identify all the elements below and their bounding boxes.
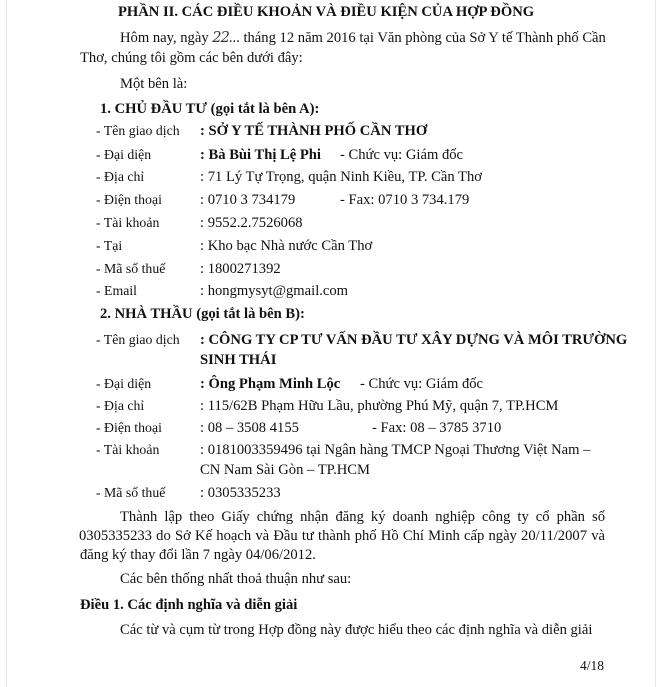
party-b-fax: - Fax: 08 – 3785 3710 [372, 420, 502, 436]
establishment-line-2: 0305335233 do Sở Kế hoạch và Đầu tư thành phố Hồ Chí Minh cấp ngày 20/11/2007 và [79, 528, 605, 544]
party-a-fax: - Fax: 0710 3 734.179 [340, 192, 470, 208]
party-a-rep-position: - Chức vụ: Giám đốc [340, 147, 464, 163]
party-b-address-label: - Địa chỉ [96, 398, 145, 413]
party-a-rep-label: - Đại diện [96, 147, 152, 162]
party-a-address-label: - Địa chỉ [96, 169, 145, 184]
party-b-account-label: - Tài khoản [96, 442, 160, 457]
party-a-rep-name: : Bà Bùi Thị Lệ Phi [200, 147, 321, 163]
party-a-title: 1. CHỦ ĐẦU TƯ (gọi tắt là bên A): [100, 101, 320, 117]
establishment-line-3: đăng ký thay đổi lần 7 ngày 04/06/2012. [80, 547, 316, 563]
intro-line-1 [120, 28, 606, 48]
handwritten-day: 22 [212, 29, 229, 46]
article-1-title: Điều 1. Các định nghĩa và diễn giải [80, 597, 298, 613]
page-number: 4/18 [580, 658, 605, 673]
party-b-trade-name-line2: SINH THÁI [200, 352, 277, 368]
intro-prefix: Hôm nay, ngày [120, 30, 209, 46]
party-b-title: 2. NHÀ THẦU (gọi tắt là bên B): [100, 306, 305, 322]
party-a-address: : 71 Lý Tự Trọng, quận Ninh Kiều, TP. Cần Thơ [200, 169, 482, 185]
party-a-at-label: - Tại [96, 238, 123, 253]
party-b-phone: : 08 – 3508 4155 [200, 420, 299, 436]
party-a-tax-label: - Mã số thuế [96, 261, 166, 276]
right-margin-line [655, 0, 656, 687]
party-b-tax-label: - Mã số thuế [96, 485, 166, 500]
party-b-address: : 115/62B Phạm Hữu Lầu, phường Phú Mỹ, quận 7, TP.HCM [200, 398, 559, 414]
intro-line-2: Thơ, chúng tôi gồm các bên dưới đây: [80, 50, 303, 66]
party-a-account-label: - Tài khoản [96, 215, 160, 230]
agreement-text: Các bên thống nhất thoả thuận như sau: [120, 571, 352, 587]
party-a-tax: : 1800271392 [200, 261, 281, 277]
article-1-text: Các từ và cụm từ trong Hợp đồng này được hiểu theo các định nghĩa và diễn giải [120, 622, 593, 638]
party-b-trade-name-line1: : CÔNG TY CP TƯ VẤN ĐẦU TƯ XÂY DỰNG VÀ MÔI TRƯỜNG [200, 332, 628, 348]
intro-suffix: ... tháng 12 năm 2016 tại Văn phòng của Sở Y tế Thành phố Cần [228, 30, 606, 46]
party-a-account: : 9552.2.7526068 [200, 215, 303, 231]
party-b-account-line1: : 0181003359496 tại Ngân hàng TMCP Ngoại Thương Việt Nam – [200, 442, 591, 458]
party-b-rep-label: - Đại diện [96, 376, 152, 391]
party-b-phone-label: - Điện thoại [96, 420, 162, 435]
establishment-line-1: Thành lập theo Giấy chứng nhận đăng ký doanh nghiệp công ty cổ phần số [120, 509, 605, 525]
left-margin-line [6, 0, 7, 687]
party-a-phone: : 0710 3 734179 [200, 192, 296, 208]
party-b-trade-name-label: - Tên giao dịch [96, 332, 180, 347]
party-b-rep-name: : Ông Phạm Minh Lộc [200, 376, 341, 392]
party-a-email: : hongmysyt@gmail.com [200, 283, 349, 299]
one-party-text: Một bên là: [120, 76, 188, 92]
party-b-tax: : 0305335233 [200, 485, 281, 501]
party-a-phone-label: - Điện thoại [96, 192, 162, 207]
party-b-account-line2: CN Nam Sài Gòn – TP.HCM [200, 462, 371, 478]
party-a-at: : Kho bạc Nhà nước Cần Thơ [200, 238, 373, 254]
section-heading: PHẦN II. CÁC ĐIỀU KHOẢN VÀ ĐIỀU KIỆN CỦA HỢP ĐỒNG [118, 4, 535, 20]
party-a-trade-name: : SỞ Y TẾ THÀNH PHỐ CẦN THƠ [200, 123, 428, 139]
party-b-rep-position: - Chức vụ: Giám đốc [360, 376, 484, 392]
party-a-email-label: - Email [96, 283, 137, 298]
party-a-trade-name-label: - Tên giao dịch [96, 123, 180, 138]
